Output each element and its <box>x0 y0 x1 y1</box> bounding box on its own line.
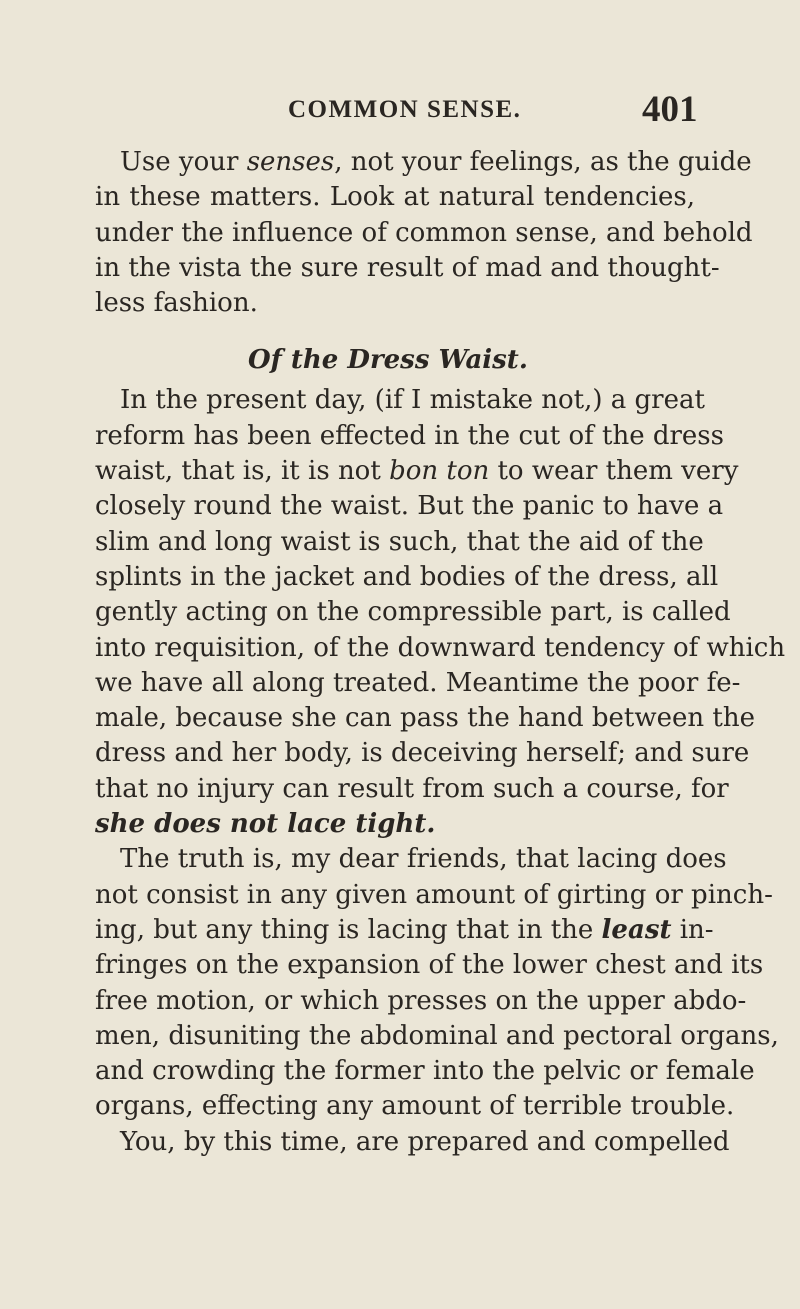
text-run: organs, effecting any amount of terrible trouble. <box>95 1091 735 1122</box>
running-title: COMMON SENSE. <box>288 96 522 123</box>
body-text <box>95 145 786 1160</box>
text-run: less fashion. <box>95 288 258 319</box>
text-run: bon ton <box>389 456 490 487</box>
text-run: male, because she can pass the hand between the <box>95 703 755 734</box>
text-run: senses <box>246 147 335 177</box>
text-line <box>95 842 727 877</box>
text-run: Use your <box>120 147 247 177</box>
text-run: closely round the waist. But the panic to have a <box>95 491 724 522</box>
text-run: fringes on the expansion of the lower chest and its <box>95 950 764 981</box>
text-line <box>95 772 729 807</box>
text-run: that no injury can result from such a course, for <box>95 773 729 804</box>
text-line <box>95 701 755 736</box>
text-run: , not your feelings, as the guide <box>334 147 752 177</box>
text-line <box>95 145 752 180</box>
text-run: The truth is, my dear friends, that lacing does <box>120 844 727 875</box>
text-run: in these matters. Look at natural tendencies, <box>95 182 695 213</box>
section-heading: Of the Dress Waist. <box>248 345 528 376</box>
text-line <box>95 736 750 771</box>
text-run: slim and long waist is such, that the aid of the <box>95 526 704 557</box>
text-line <box>95 807 695 842</box>
text-line <box>95 1089 735 1124</box>
text-line <box>95 180 695 215</box>
text-line <box>95 216 753 251</box>
text-line <box>95 525 704 560</box>
text-run: dress and her body, is deceiving herself; and sure <box>95 738 750 769</box>
text-line <box>95 1054 755 1089</box>
text-line <box>95 489 724 524</box>
text-run: splints in the jacket and bodies of the dress, all <box>95 561 719 592</box>
text-run: not consist in any given amount of girting or pinch- <box>95 879 773 910</box>
text-run: we have all along treated. Meantime the poor fe- <box>95 667 741 698</box>
text-run: under the influence of common sense, and behold <box>95 217 753 248</box>
text-run: to wear them very <box>489 456 739 487</box>
text-run: You, by this time, are prepared and compelled <box>120 1126 730 1157</box>
text-run: in the vista the sure result of mad and thought- <box>95 252 720 283</box>
text-line <box>95 1125 730 1160</box>
text-run: least <box>601 914 672 945</box>
text-line <box>95 1019 779 1054</box>
text-line <box>95 419 724 454</box>
text-line <box>95 251 720 286</box>
text-line <box>95 878 773 913</box>
text-line <box>95 595 731 630</box>
text-line <box>95 631 786 666</box>
paragraph-2 <box>95 383 786 842</box>
text-line <box>95 383 705 418</box>
text-line <box>95 913 714 948</box>
text-run: In the present day, (if I mistake not,) a great <box>120 385 705 416</box>
text-run: free motion, or which presses on the upper abdo- <box>95 985 747 1016</box>
text-line <box>95 984 747 1019</box>
text-line <box>95 666 741 701</box>
text-run: and crowding the former into the pelvic or female <box>95 1056 755 1087</box>
text-line <box>95 560 719 595</box>
page-number: 401 <box>642 89 698 130</box>
running-head <box>0 88 800 128</box>
text-run: waist, that is, it is not <box>95 456 390 487</box>
text-line <box>95 286 695 321</box>
text-run: into requisition, of the downward tendency of which <box>95 632 786 663</box>
text-run: reform has been effected in the cut of the dress <box>95 420 724 451</box>
text-run: she does not lace tight. <box>95 809 436 840</box>
text-run: in- <box>671 914 714 945</box>
text-run: ing, but any thing is lacing that in the <box>95 914 602 945</box>
paragraph-1 <box>95 145 753 321</box>
text-run: gently acting on the compressible part, is called <box>95 597 731 628</box>
text-line <box>95 454 739 489</box>
text-run: men, disuniting the abdominal and pectoral organs, <box>95 1020 779 1051</box>
text-line <box>95 948 764 983</box>
paragraph-3 <box>95 842 779 1160</box>
